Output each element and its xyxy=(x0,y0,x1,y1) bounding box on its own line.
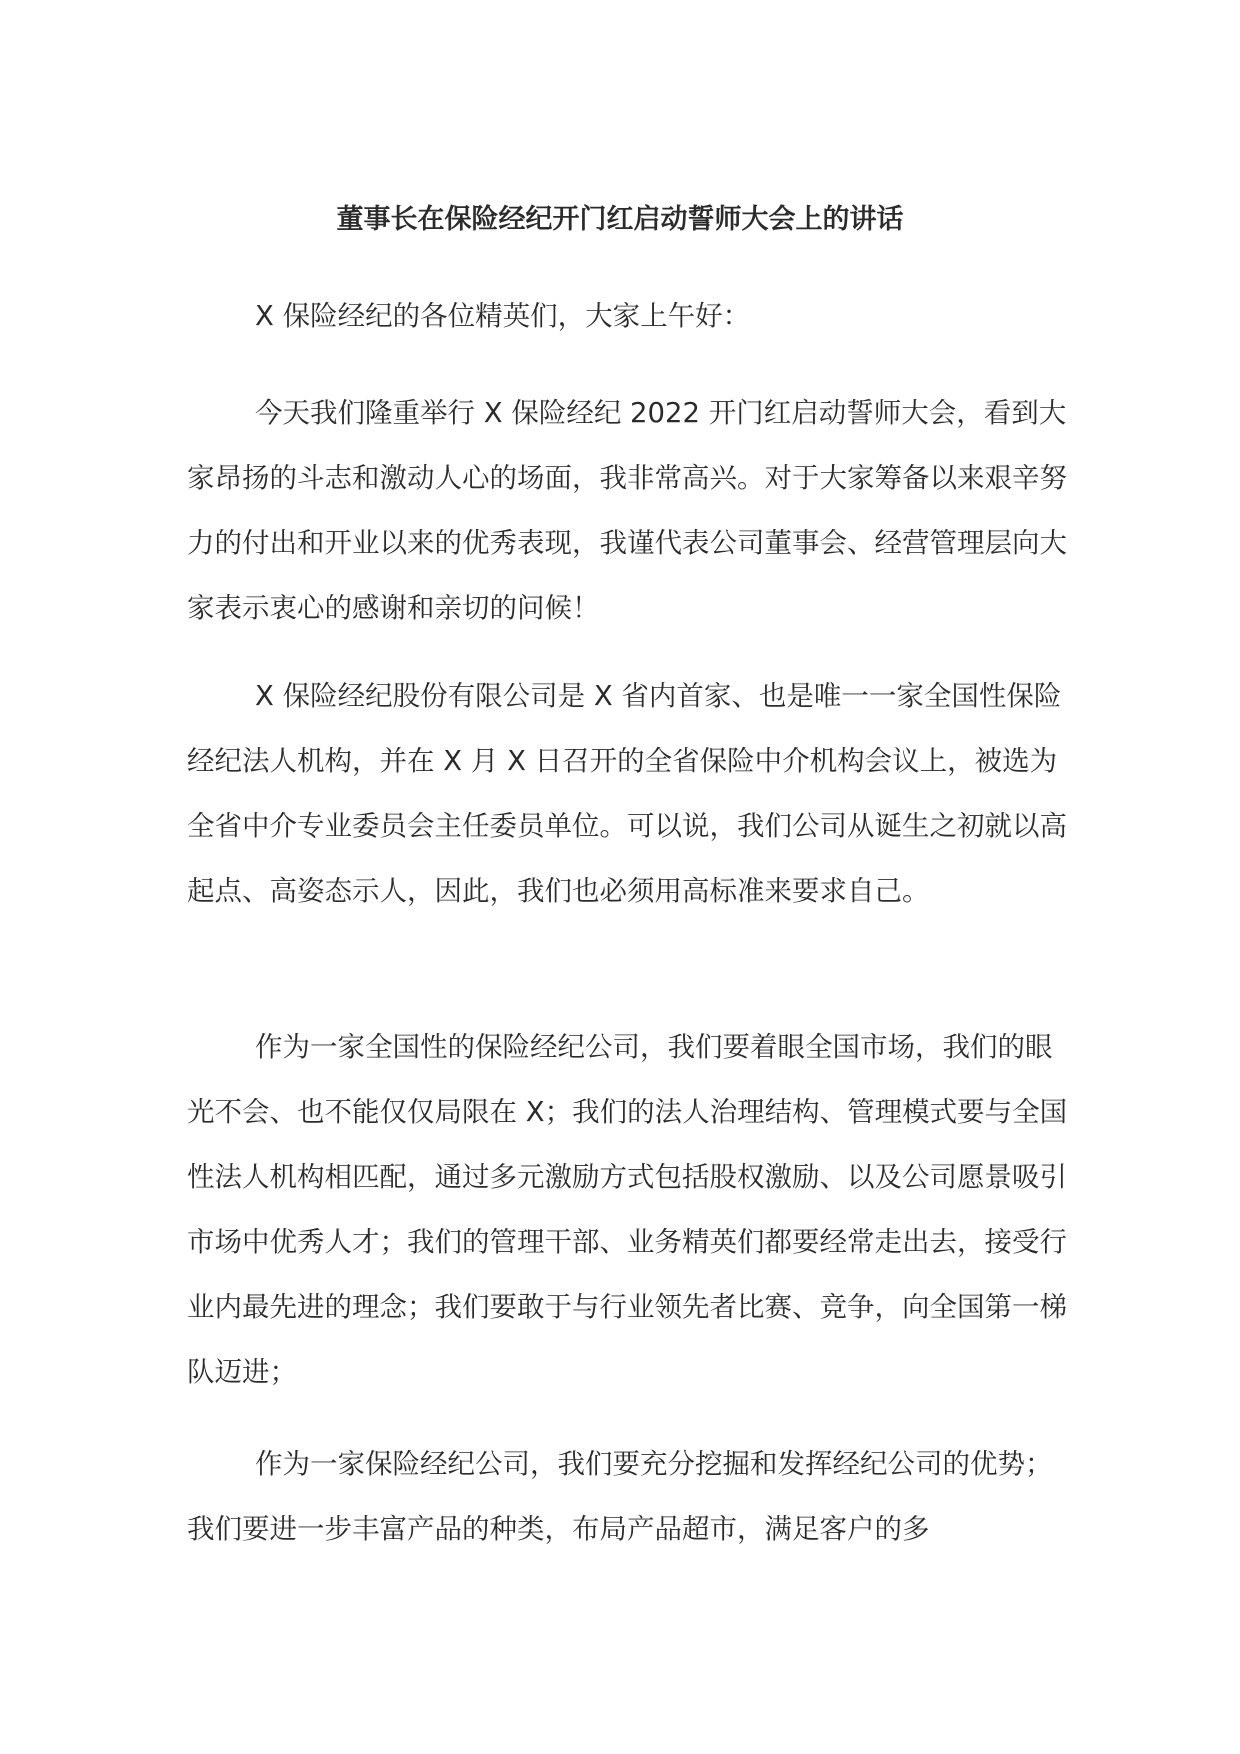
body-paragraph-2: X 保险经纪股份有限公司是 X 省内首家、也是唯一一家全国性保险经纪法人机构，并在 X 月 X 日召开的全省保险中介机构会议上，被选为全省中介专业委员会主任委员单位。可以说，我们公司从诞生之初就以高起点、高姿态示人，因此，我们也必须用高标准来要求自己。 xyxy=(187,680,1067,907)
body-paragraph-1: 今天我们隆重举行 X 保险经纪 2022 开门红启动誓师大会，看到大家昂扬的斗志和激动人心的场面，我非常高兴。对于大家筹备以来艰辛努力的付出和开业以来的优秀表现，我谨代表公司董事会、经营管理层向大家表示衷心的感谢和亲切的问候！ xyxy=(187,397,1067,624)
document-title: 董事长在保险经纪开门红启动誓师大会上的讲话 xyxy=(336,204,904,235)
body-paragraph-3: 作为一家全国性的保险经纪公司，我们要着眼全国市场，我们的眼光不会、也不能仅仅局限在 X；我们的法人治理结构、管理模式要与全国性法人机构相匹配，通过多元激励方式包括股权激励、以及公司愿景吸引市场中优秀人才；我们的管理干部、业务精英们都要经常走出去，接受行业内最先进的理念；我们要敢于与行业领先者比赛、竞争，向全国第一梯队迈进； xyxy=(187,1031,1068,1388)
greeting-paragraph: X 保险经纪的各位精英们，大家上午好： xyxy=(255,300,751,332)
body-paragraph-4: 作为一家保险经纪公司，我们要充分挖掘和发挥经纪公司的优势；我们要进一步丰富产品的种类，布局产品超市，满足客户的多 xyxy=(187,1448,1053,1545)
